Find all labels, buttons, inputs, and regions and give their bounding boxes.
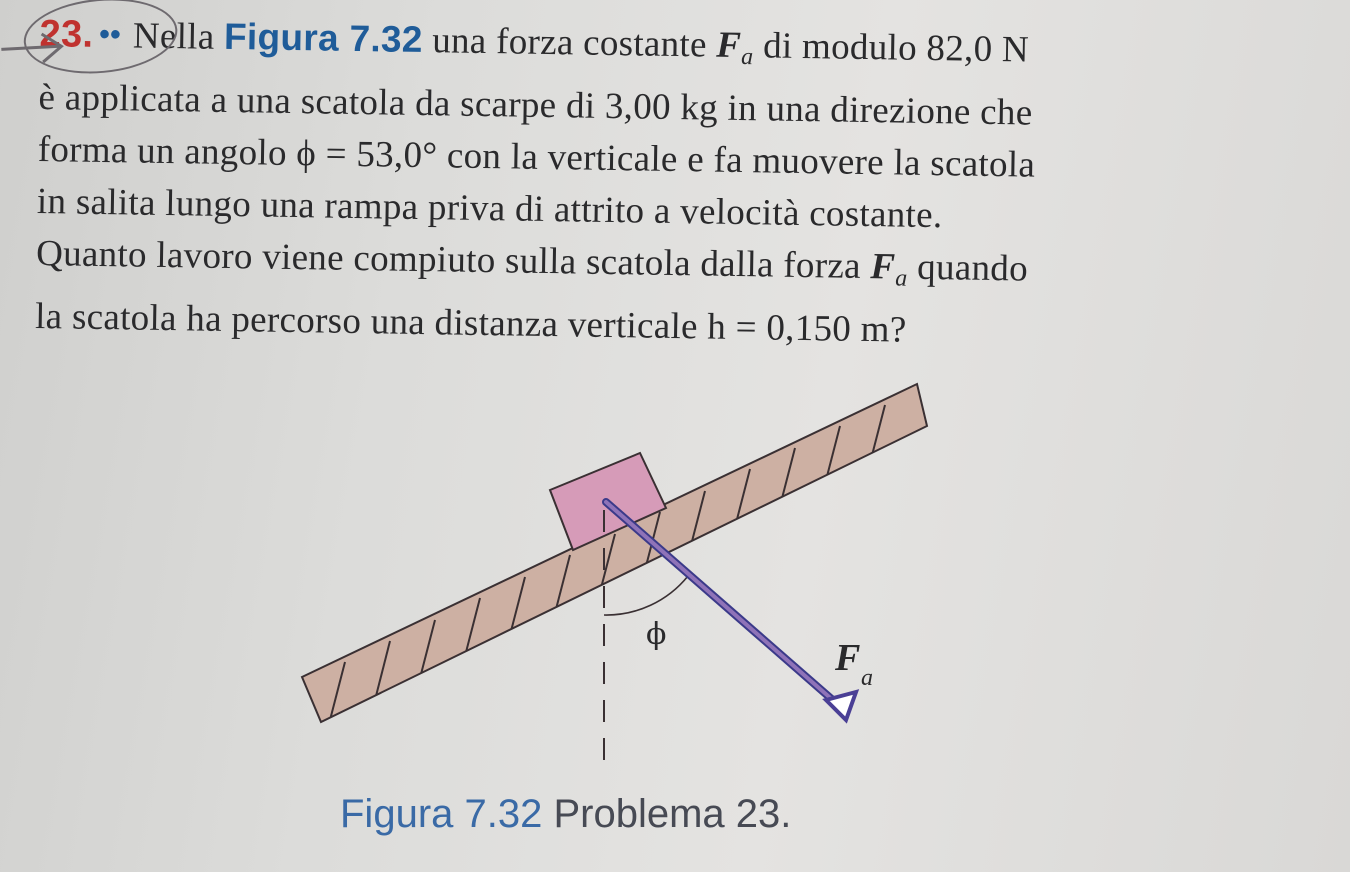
difficulty-dots: •• <box>99 17 122 52</box>
caption-label: Figura 7.32 <box>340 792 543 836</box>
force-symbol: F <box>716 24 742 67</box>
problem-line-2: è applicata a una scatola da scarpe di 3,00 kg in una direzione che <box>38 76 1033 134</box>
force-symbol-2: F <box>870 246 896 288</box>
figure-caption <box>340 792 791 837</box>
problem-line-4: in salita lungo una rampa priva di attrito a velocità costante. <box>36 180 943 237</box>
problem-line-3: forma un angolo ϕ = 53,0° con la verticale e fa muovere la scatola <box>37 128 1036 186</box>
caption-text: Problema 23. <box>542 792 792 836</box>
ramp-figure <box>290 380 940 780</box>
line1-after: una forza costante <box>422 20 717 66</box>
line1-tail: di modulo 82,0 N <box>753 25 1030 71</box>
figure-reference: Figura 7.32 <box>223 15 424 61</box>
handwritten-arrow-icon <box>0 27 70 68</box>
ramp <box>302 384 927 722</box>
line5-tail: quando <box>907 246 1029 290</box>
force-arrow-highlight <box>606 502 835 702</box>
force-label: F <box>835 637 861 679</box>
problem-line-6: la scatola ha percorso una distanza verticale h = 0,150 m? <box>34 295 907 351</box>
line5-text: Quanto lavoro viene compiuto sulla scatola dalla forza <box>35 232 871 288</box>
force-subscript-2: a <box>894 265 908 292</box>
force-subscript: a <box>740 44 754 71</box>
angle-arc <box>604 576 688 615</box>
problem-23 <box>35 8 1330 363</box>
force-label-subscript: a <box>861 665 873 691</box>
problem-number: 23. <box>39 12 94 56</box>
angle-label: ϕ <box>646 617 667 652</box>
line1-before: Nella <box>132 15 225 58</box>
